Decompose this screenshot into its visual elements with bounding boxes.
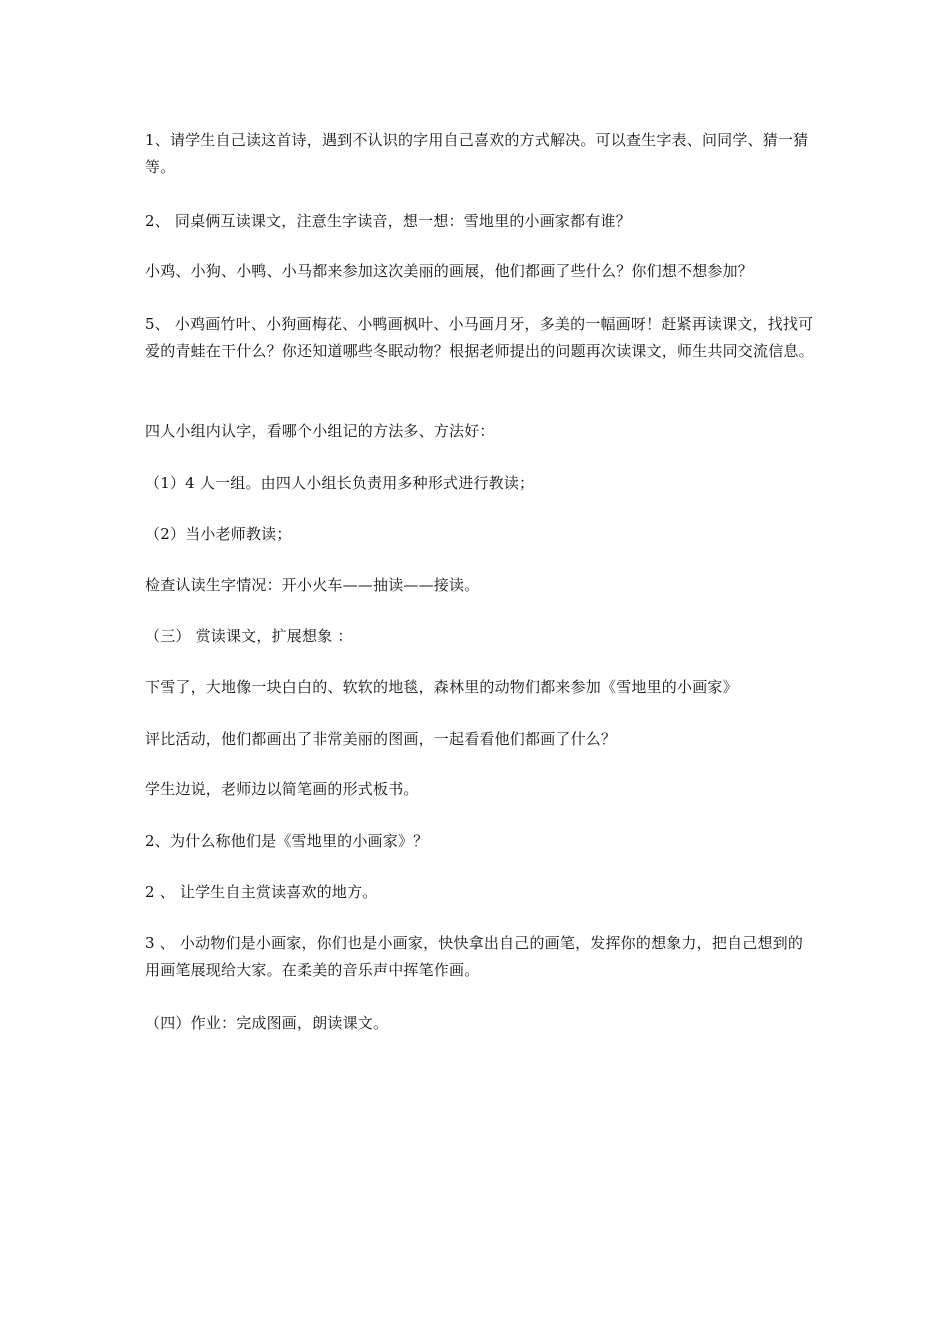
paragraph-4: 5、 小鸡画竹叶、小狗画梅花、小鸭画枫叶、小马画月牙，多美的一幅画呀！赶紧再读课文，找找可爱的青蛙在干什么？你还知道哪些冬眠动物？根据老师提出的问题再次读课文，师生共同交流信息。 bbox=[145, 315, 814, 360]
paragraph-11: 学生边说，老师边以简笔画的形式板书。 bbox=[145, 780, 419, 798]
section-heading-3: （三） 赏读课文，扩展想象 ： bbox=[145, 627, 353, 645]
paragraph-6: （1）4 人一组。由四人小组长负责用多种形式进行教读； bbox=[145, 474, 535, 492]
paragraph-7: （2）当小老师教读； bbox=[145, 525, 292, 543]
paragraph-3: 小鸡、小狗、小鸭、小马都来参加这次美丽的画展，他们都画了些什么？你们想不想参加？ bbox=[145, 262, 754, 280]
paragraph-10: 评比活动，他们都画出了非常美丽的图画，一起看看他们都画了什么？ bbox=[145, 730, 617, 748]
paragraph-9: 下雪了，大地像一块白白的、软软的地毯，森林里的动物们都来参加《雪地里的小画家》 bbox=[145, 678, 738, 696]
paragraph-12: 2、为什么称他们是《雪地里的小画家》？ bbox=[145, 832, 429, 850]
paragraph-13: 2 、 让学生自主赏读喜欢的地方。 bbox=[145, 883, 378, 901]
paragraph-14: 3 、 小动物们是小画家，你们也是小画家，快快拿出自己的画笔，发挥你的想象力，把自己想到的用画笔展现给大家。在柔美的音乐声中挥笔作画。 bbox=[145, 934, 804, 979]
paragraph-1: 1、请学生自己读这首诗，遇到不认识的字用自己喜欢的方式解决。可以查生字表、问同学、猜一猜等。 bbox=[145, 131, 809, 176]
paragraph-2: 2、 同桌俩互读课文，注意生字读音，想一想：雪地里的小画家都有谁？ bbox=[145, 212, 631, 230]
paragraph-8: 检查认读生字情况：开小火车——抽读——接读。 bbox=[145, 576, 480, 594]
paragraph-5: 四人小组内认字，看哪个小组记的方法多、方法好： bbox=[145, 422, 495, 440]
section-heading-4: （四）作业：完成图画，朗读课文。 bbox=[145, 1014, 389, 1032]
